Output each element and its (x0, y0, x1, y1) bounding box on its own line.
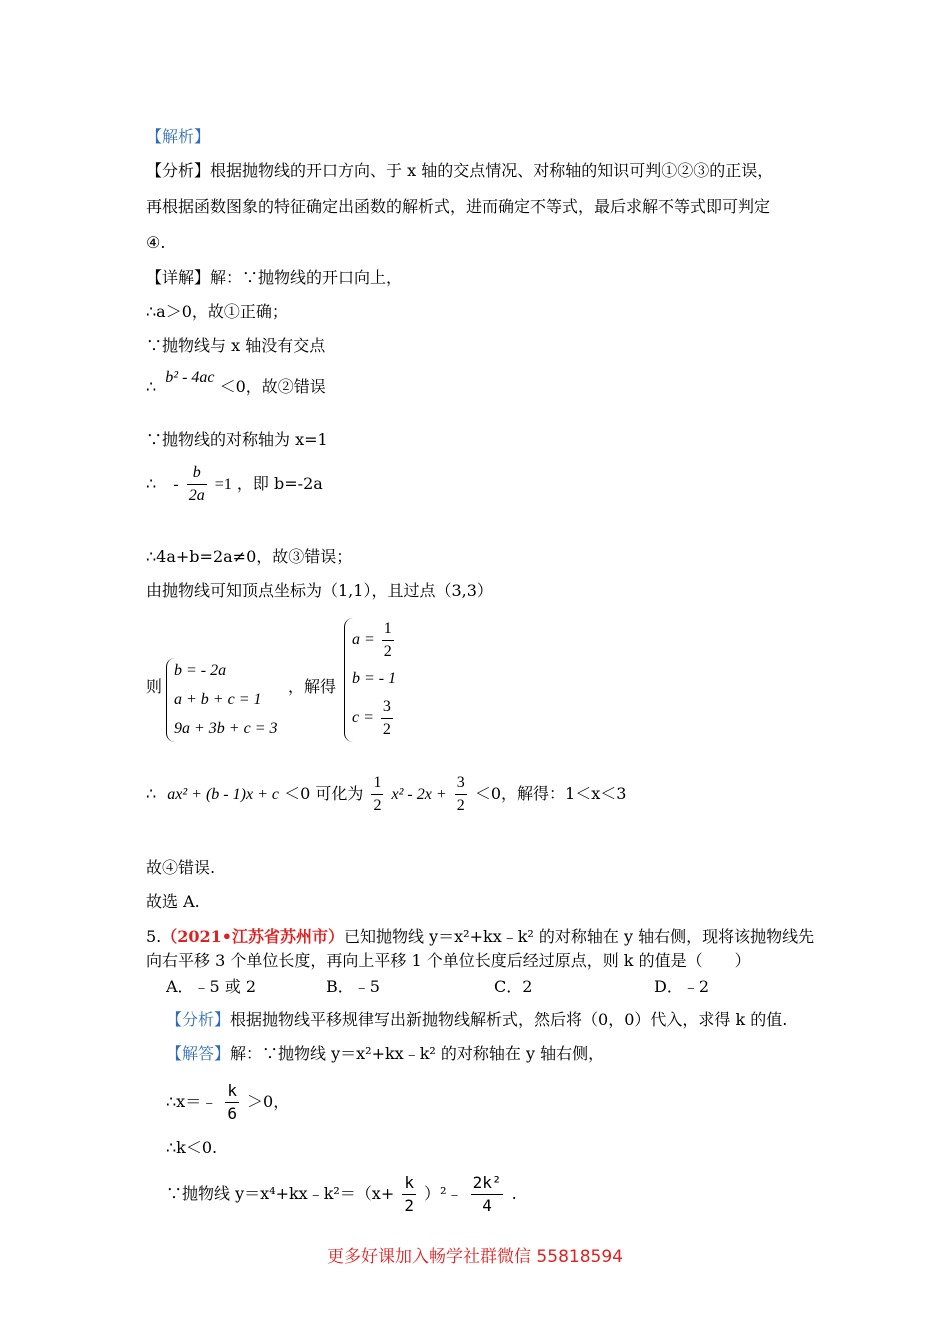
system-1-eq-1: b = - 2a (174, 662, 227, 679)
quadratic-expr-2: x² - 2x + (391, 786, 447, 803)
frac-den: 2 (404, 1196, 414, 1215)
therefore: ∴ (146, 377, 157, 396)
frac-num: k (402, 1172, 416, 1195)
q5-stem-line-2: 向右平移 3 个单位长度，再向上平移 1 个单位长度后经过原点，则 k 的值是（ ） (146, 951, 751, 970)
q5-fenxi-text: 根据抛物线平移规律写出新抛物线解析式，然后将（0，0）代入，求得 k 的值. (230, 1010, 788, 1029)
step-8-mid: ，解得 (288, 677, 337, 696)
frac-num: 1 (371, 772, 383, 795)
frac-den: 2 (383, 643, 392, 660)
fenxi-label: 【分析】 (146, 161, 211, 180)
jiexi-label: 【解析】 (146, 127, 211, 146)
step-1: ∴a＞0，故①正确； (146, 302, 288, 321)
q5-line-1 (166, 1080, 289, 1125)
fraction-b-2a (187, 462, 207, 507)
fenxi-line-3: ④. (146, 233, 166, 252)
minus-sign: - (173, 476, 179, 493)
q5-jieda-line (166, 1043, 604, 1065)
fraction-k-6 (225, 1080, 239, 1125)
system-2-eq-c (352, 696, 396, 741)
therefore: ∴ (146, 474, 157, 493)
step-9 (146, 772, 626, 817)
q5-line-3 (166, 1172, 517, 1217)
q5-fenxi-label: 【分析】 (166, 1010, 231, 1029)
q5-stem-line-1 (146, 926, 814, 948)
fraction-k-2 (402, 1172, 416, 1217)
quadratic-expr: ax² + (b - 1)x + c (167, 786, 279, 803)
frac-num: 1 (382, 618, 394, 641)
q5-stem-1: 已知抛物线 y＝x²+kx﹣k² 的对称轴在 y 轴右侧，现将该抛物线先 (344, 927, 815, 946)
q5-number: 5. (146, 927, 162, 946)
equals-one: =1 (214, 476, 232, 493)
step-5-post: ，即 b=-2a (236, 474, 323, 493)
frac-num: 3 (381, 696, 393, 719)
system-2-eq-b: b = - 1 (352, 670, 397, 687)
system-1-eq-3: 9a + 3b + c = 3 (174, 720, 278, 737)
frac-den: 2 (382, 721, 391, 738)
step-3-post: ＜0，故②错误 (219, 377, 326, 396)
frac-num: b (187, 462, 207, 485)
step-9-post: ＜0，解得：1＜x＜3 (474, 784, 627, 803)
xiangjie-label: 【详解】 (146, 268, 211, 287)
option-a: A．﹣5 或 2 (166, 977, 257, 996)
option-b: B．﹣5 (326, 977, 380, 996)
a-lhs: a = (352, 631, 375, 649)
fenxi-line-1 (146, 160, 773, 182)
therefore: ∴ (146, 784, 157, 803)
q5-jieda-label: 【解答】 (166, 1044, 231, 1063)
xiangjie-text: 解：∵抛物线的开口向上， (210, 268, 403, 287)
q5-fenxi-line (166, 1009, 787, 1031)
frac-den: 2 (456, 797, 465, 814)
frac-num: 2k² (471, 1172, 504, 1195)
fraction-1-2 (382, 618, 394, 663)
fenxi-text-1: 根据抛物线的开口方向、于 x 轴的交点情况、对称轴的知识可判①②③的正误， (210, 161, 774, 180)
fraction-2k2-4 (471, 1172, 504, 1217)
step-7: 由抛物线可知顶点坐标为（1,1），且过点（3,3） (146, 581, 493, 600)
fenxi-line-2: 再根据函数图象的特征确定出函数的解析式，进而确定不等式，最后求解不等式即可判定 (146, 197, 771, 216)
step-10: 故④错误. (146, 858, 216, 877)
step-11: 故选 A. (146, 892, 200, 911)
xiangjie-line (146, 267, 402, 289)
l1-pre: ∴x＝﹣ (166, 1092, 218, 1111)
step-5 (146, 462, 323, 507)
step-2: ∵抛物线与 x 轴没有交点 (146, 336, 326, 355)
q5-line-2: ∴k＜0. (166, 1138, 218, 1157)
fraction-1-2 (371, 772, 383, 817)
frac-den: 6 (227, 1104, 237, 1123)
option-d: D．﹣2 (654, 977, 710, 996)
discriminant-expr: b² - 4ac (165, 369, 215, 386)
frac-den: 4 (482, 1196, 492, 1215)
step-4: ∵抛物线的对称轴为 x=1 (146, 430, 328, 449)
l3-mid: ）²﹣ (424, 1184, 463, 1203)
l3-post: . (511, 1184, 517, 1203)
system-1-eq-2: a + b + c = 1 (174, 691, 262, 708)
fraction-3-2 (455, 772, 467, 817)
frac-den: 2a (188, 487, 205, 504)
fraction-3-2 (381, 696, 393, 741)
c-lhs: c = (352, 709, 374, 727)
frac-den: 2 (373, 797, 382, 814)
step-6: ∴4a+b=2a≠0，故③错误； (146, 547, 353, 566)
q5-jieda-text: 解：∵抛物线 y＝x²+kx﹣k² 的对称轴在 y 轴右侧， (230, 1044, 605, 1063)
l1-post: ＞0， (247, 1092, 290, 1111)
l3-pre: ∵抛物线 y＝x⁴+kx﹣k²＝（x+ (166, 1184, 395, 1203)
step-9-mid: ＜0 可化为 (284, 784, 364, 803)
step-8-pre: 则 (146, 677, 163, 696)
option-c: C．2 (494, 977, 533, 996)
promo-footer: 更多好课加入畅学社群微信 55818594 (327, 1247, 623, 1267)
frac-num: 3 (455, 772, 467, 795)
frac-num: k (225, 1080, 239, 1103)
system-2-eq-a (352, 618, 397, 663)
q5-source: （2021•江苏省苏州市） (161, 927, 345, 946)
step-3 (146, 369, 326, 399)
